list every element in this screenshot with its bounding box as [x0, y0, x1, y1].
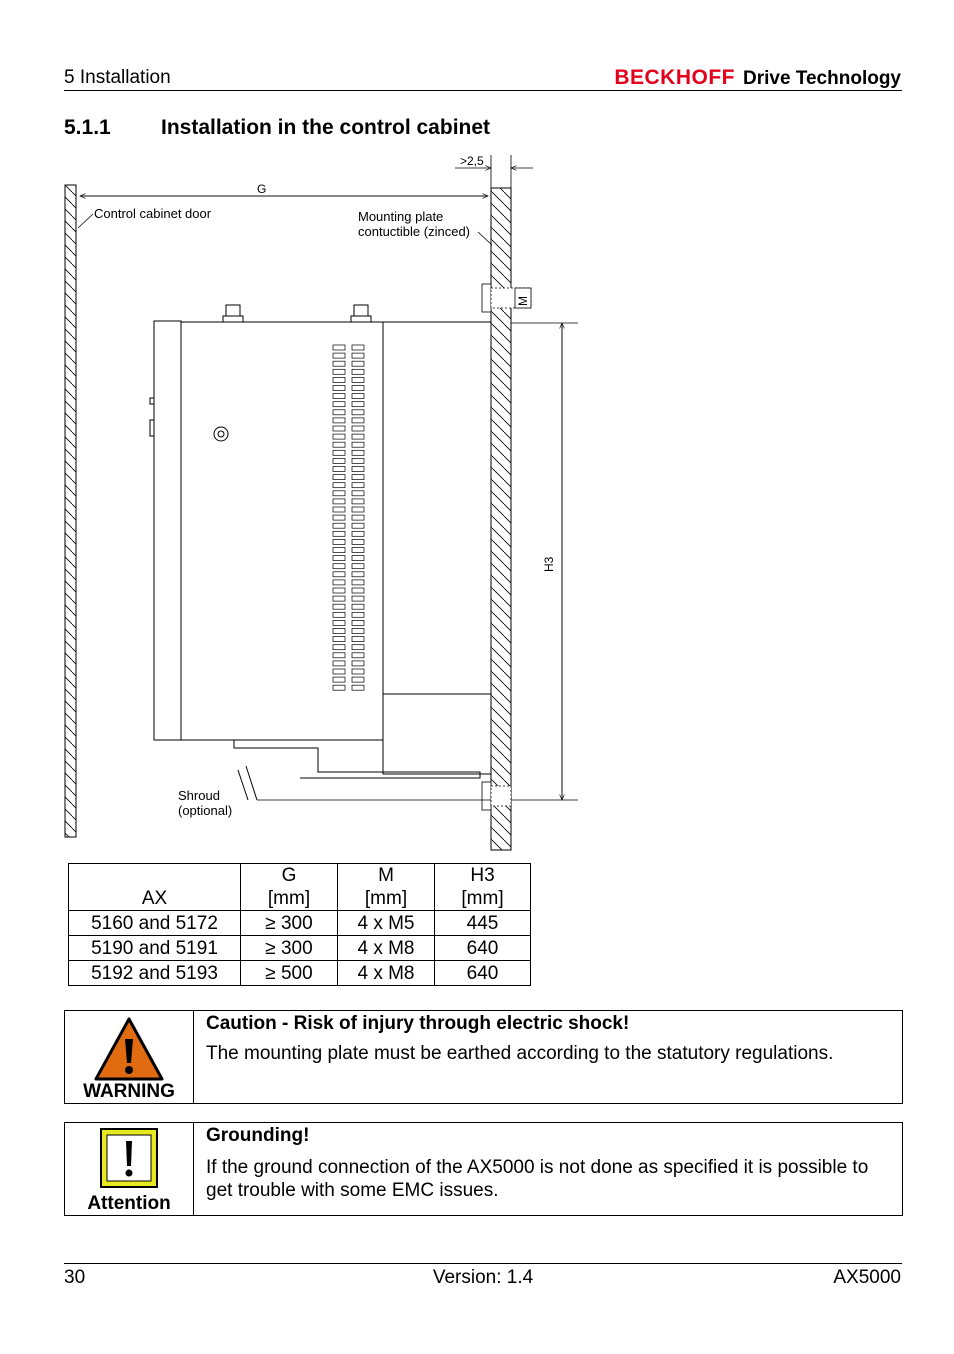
vent-slot: [333, 596, 345, 601]
footer-rule: [64, 1263, 902, 1264]
cell-g: ≥ 300: [241, 936, 338, 961]
cell-h3: 640: [435, 936, 531, 961]
header-ax: AX: [69, 864, 241, 911]
vent-slot: [333, 548, 345, 553]
vent-slot: [333, 580, 345, 585]
section-title: Installation in the control cabinet: [161, 116, 491, 139]
vent-slot: [333, 434, 345, 439]
vent-slot: [333, 499, 345, 504]
vent-slot: [333, 507, 345, 512]
vent-slot: [352, 353, 364, 358]
vent-slot: [352, 629, 364, 634]
vent-slot: [352, 499, 364, 504]
product-line: Drive Technology: [742, 68, 901, 89]
vent-slot: [333, 677, 345, 682]
vent-slot: [333, 386, 345, 391]
m-label: M: [516, 296, 530, 306]
vent-slot: [333, 475, 345, 480]
vent-slot: [352, 580, 364, 585]
shroud-label-1: Shroud: [178, 788, 220, 803]
vent-slot: [333, 645, 345, 650]
vent-slot: [333, 653, 345, 658]
vent-slot: [333, 377, 345, 382]
plate-label-2: contuctible (zinced): [358, 224, 470, 239]
vent-slot: [333, 604, 345, 609]
cell-ax: 5160 and 5172: [69, 911, 241, 936]
vent-slot: [352, 685, 364, 690]
vent-slot: [333, 620, 345, 625]
vent-slot: [352, 548, 364, 553]
table-row: [69, 936, 531, 961]
vent-slot: [333, 539, 345, 544]
beckhoff-logo: BECKHOFF: [614, 66, 735, 89]
vent-slot: [352, 467, 364, 472]
top-mounting-screw: [482, 284, 531, 312]
vent-slot: [352, 369, 364, 374]
vent-slot: [352, 442, 364, 447]
vent-slot: [333, 483, 345, 488]
warning-label: WARNING: [83, 1081, 175, 1102]
table-row: [69, 961, 531, 986]
vent-slot: [333, 523, 345, 528]
vent-slot: [333, 661, 345, 666]
vent-slot: [352, 483, 364, 488]
warning-text: The mounting plate must be earthed according to the statutory regulations.: [206, 1043, 834, 1064]
header-g: G [mm]: [241, 864, 338, 911]
vent-slot: [352, 677, 364, 682]
cabinet-door-wall: [65, 185, 76, 837]
vent-slot: [333, 564, 345, 569]
vent-slot: [333, 556, 345, 561]
attention-notice: [64, 1122, 903, 1216]
vent-slot: [333, 467, 345, 472]
vent-slot: [333, 426, 345, 431]
vent-slot: [352, 620, 364, 625]
vent-slot: [352, 410, 364, 415]
shroud-label-2: (optional): [178, 803, 233, 818]
cell-ax: 5192 and 5193: [69, 961, 241, 986]
table-row: [69, 911, 531, 936]
vent-slot: [333, 637, 345, 642]
table-header-row: [69, 864, 531, 911]
vent-slot: [352, 637, 364, 642]
vent-slot: [333, 629, 345, 634]
clearance-label: >2,5: [460, 154, 484, 168]
vent-slot: [333, 458, 345, 463]
page-number: 30: [64, 1267, 86, 1288]
vent-slot: [352, 450, 364, 455]
attention-text: If the ground connection of the AX5000 is not done as specified it is possible to get trouble with some EMC issues.: [206, 1157, 869, 1201]
vent-slot: [333, 402, 345, 407]
vent-slot: [352, 386, 364, 391]
vent-slot: [333, 369, 345, 374]
vent-slot: [333, 345, 345, 350]
vent-slot: [352, 475, 364, 480]
header-m: M [mm]: [338, 864, 435, 911]
vent-slot: [352, 572, 364, 577]
drive-unit: [150, 305, 491, 778]
vent-slot: [352, 434, 364, 439]
vent-slot: [352, 402, 364, 407]
attention-label: Attention: [87, 1193, 171, 1214]
cell-m: 4 x M5: [338, 911, 435, 936]
vent-slot: [352, 361, 364, 366]
header-h3: H3 [mm]: [435, 864, 531, 911]
vent-slot: [333, 410, 345, 415]
vent-slot: [333, 491, 345, 496]
vent-slot: [352, 653, 364, 658]
vent-slot: [352, 539, 364, 544]
vent-slot: [352, 515, 364, 520]
cell-m: 4 x M8: [338, 961, 435, 986]
door-label: Control cabinet door: [94, 206, 212, 221]
vent-slot: [352, 588, 364, 593]
vent-slot: [352, 661, 364, 666]
vent-slot: [333, 685, 345, 690]
cell-m: 4 x M8: [338, 936, 435, 961]
attention-icon-cell: [65, 1123, 194, 1215]
h3-label: H3: [542, 556, 556, 572]
vent-slot: [352, 531, 364, 536]
vent-slot: [333, 572, 345, 577]
warning-icon-cell: [65, 1011, 194, 1103]
cell-h3: 640: [435, 961, 531, 986]
vent-slot: [352, 377, 364, 382]
vent-slot: [352, 604, 364, 609]
g-label: G: [257, 182, 267, 196]
vent-slot: [333, 588, 345, 593]
attention-title: Grounding!: [206, 1125, 310, 1146]
vent-slot: [333, 442, 345, 447]
vent-slot: [352, 394, 364, 399]
vent-slot: [352, 458, 364, 463]
vent-slot: [352, 669, 364, 674]
vent-slot: [352, 418, 364, 423]
dimensions-table: [68, 863, 531, 986]
vent-slot: [333, 353, 345, 358]
bottom-mounting-screw: [482, 782, 511, 810]
vent-slot: [352, 507, 364, 512]
vent-slot: [352, 523, 364, 528]
warning-notice: [64, 1010, 903, 1104]
version: Version: 1.4: [432, 1267, 534, 1288]
cell-g: ≥ 300: [241, 911, 338, 936]
vent-slot: [352, 612, 364, 617]
vent-slot: [352, 491, 364, 496]
vent-slot: [352, 426, 364, 431]
vent-slot: [352, 556, 364, 561]
cell-g: ≥ 500: [241, 961, 338, 986]
mounting-plate-wall: [491, 188, 511, 850]
warning-title: Caution - Risk of injury through electric shock!: [206, 1013, 630, 1034]
vent-slot: [333, 450, 345, 455]
clearance-dimension: [455, 154, 533, 188]
cell-ax: 5190 and 5191: [69, 936, 241, 961]
cell-h3: 445: [435, 911, 531, 936]
vent-slot: [352, 345, 364, 350]
exclamation-square-icon: [65, 1125, 193, 1195]
vent-slot: [333, 361, 345, 366]
vent-slot: [333, 394, 345, 399]
vent-slot: [352, 645, 364, 650]
vent-slot: [333, 515, 345, 520]
chapter-title: 5 Installation: [64, 67, 171, 88]
warning-triangle-icon: [65, 1015, 193, 1085]
vent-slot: [333, 669, 345, 674]
vent-slot: [352, 596, 364, 601]
plate-label-1: Mounting plate: [358, 209, 444, 224]
g-dimension: [80, 182, 488, 196]
product-name: AX5000: [833, 1267, 901, 1288]
vent-slot: [352, 564, 364, 569]
vent-slot: [333, 531, 345, 536]
vent-slot: [333, 418, 345, 423]
vent-slot: [333, 612, 345, 617]
section-number: 5.1.1: [64, 116, 111, 139]
h3-dimension: [511, 323, 578, 800]
